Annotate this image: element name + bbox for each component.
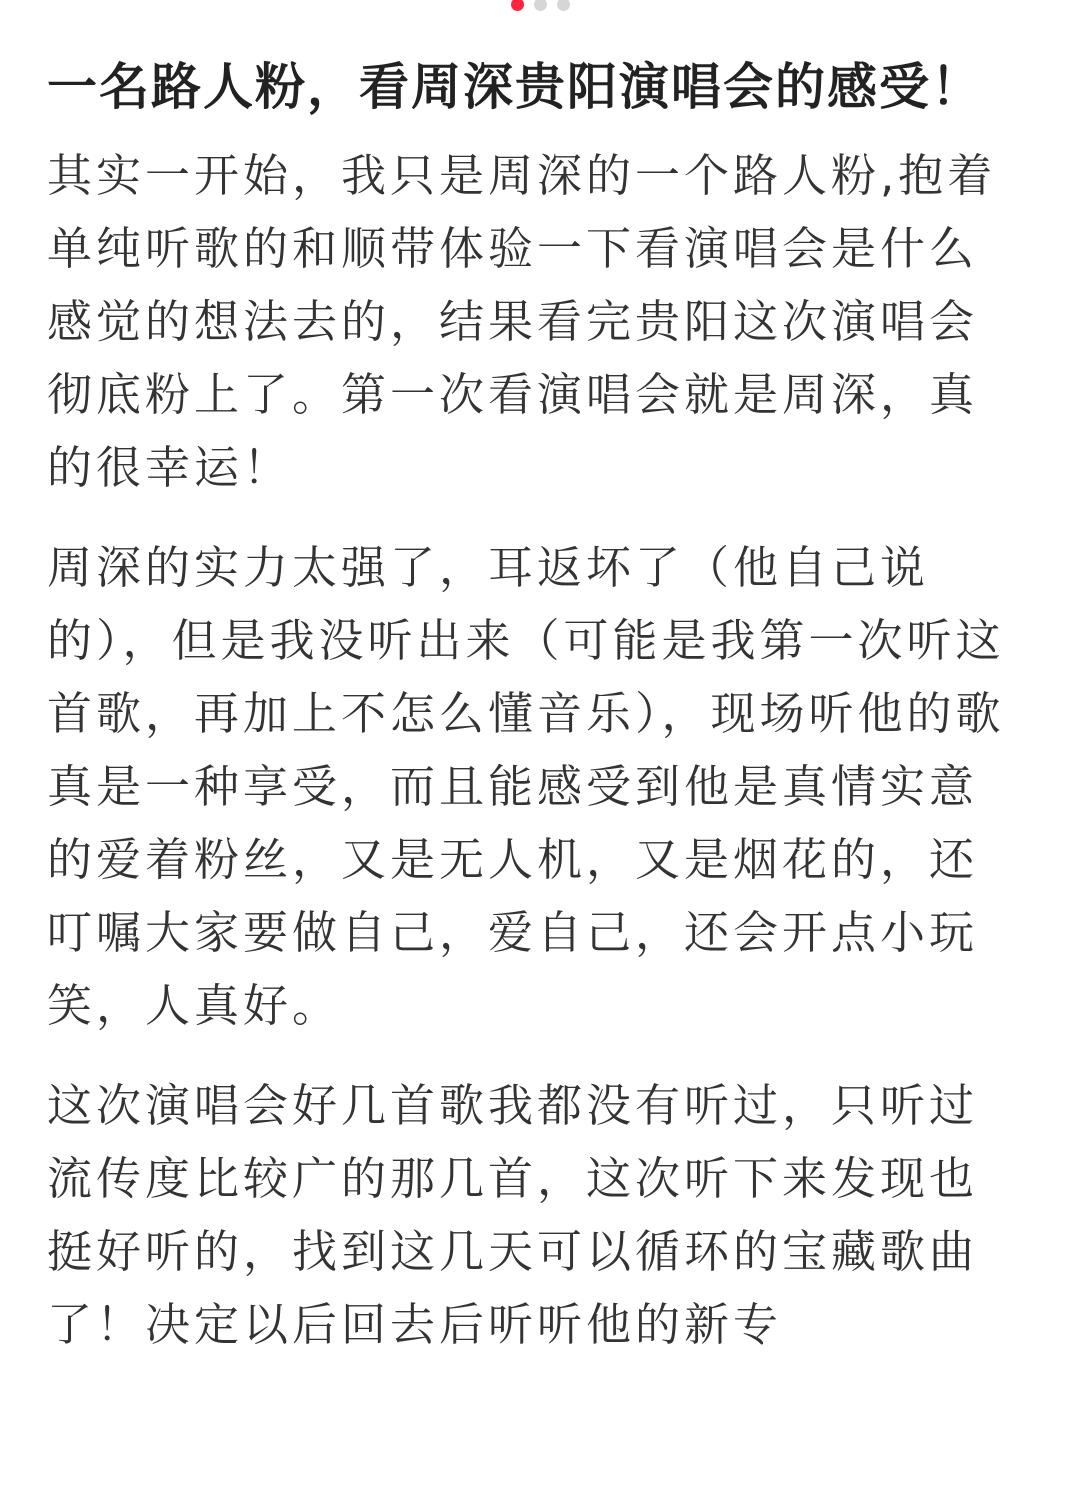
pager-dot-active [511, 0, 524, 11]
post-paragraph: 周深的实力太强了，耳返坏了（他自己说的），但是我没听出来（可能是我第一次听这首歌，再加上不怎么懂音乐），现场听他的歌真是一种享受，而且能感受到他是真情实意的爱着粉丝，又是无人机，又是烟花的，还叮嘱大家要做自己，爱自己，还会开点小玩笑，人真好。 [47, 541, 1005, 1032]
pager-dot [557, 0, 570, 11]
post-content [47, 50, 1007, 1361]
post-paragraph: 这次演唱会好几首歌我都没有听过，只听过流传度比较广的那几首，这次听下来发现也挺好听的，找到这几天可以循环的宝藏歌曲了！决定以后回去后听听他的新专 [47, 1079, 979, 1351]
post-title: 一名路人粉，看周深贵阳演唱会的感受！ [47, 58, 983, 116]
post-paragraph: 其实一开始，我只是周深的一个路人粉,抱着单纯听歌的和顺带体验一下看演唱会是什么感觉的想法去的，结果看完贵阳这次演唱会彻底粉上了。第一次看演唱会就是周深，真的很幸运！ [47, 149, 997, 494]
image-pager-indicator [0, 0, 1080, 14]
pager-dot [534, 0, 547, 11]
